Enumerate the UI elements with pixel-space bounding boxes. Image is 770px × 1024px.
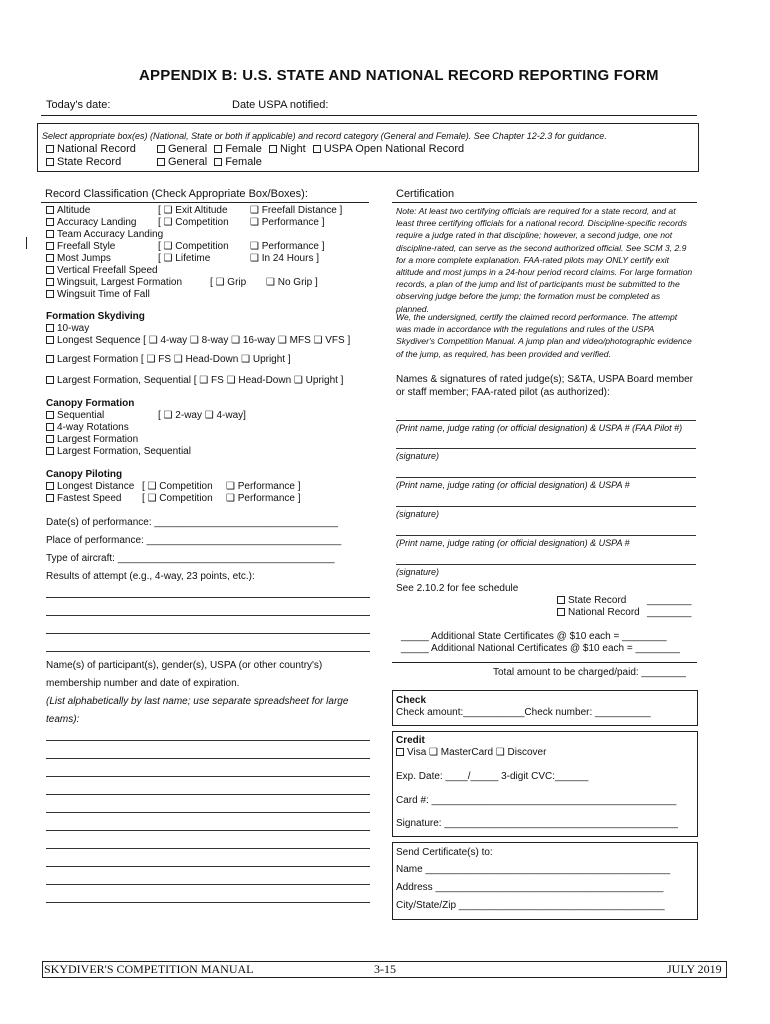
wingsuit-time-label: Wingsuit Time of Fall — [57, 289, 150, 300]
classification-heading: Record Classification (Check Appropriate Box/Boxes): — [45, 188, 308, 200]
results-label: Results of attempt (e.g., 4-way, 23 points, etc.): — [46, 571, 255, 582]
participant-line[interactable] — [46, 884, 370, 885]
formation-heading: Formation Skydiving — [46, 311, 145, 322]
cp-fastest-row — [46, 493, 121, 504]
altitude-opt2[interactable]: ❑ Freefall Distance ] — [250, 205, 343, 216]
longest-sequence-row — [46, 335, 350, 346]
wingsuit-formation-checkbox[interactable] — [46, 278, 54, 286]
largest-sequential-checkbox[interactable] — [46, 376, 54, 384]
ten-way-checkbox[interactable] — [46, 324, 54, 332]
certification-attest: We, the undersigned, certify the claimed record performance. The attempt was made in accordance with the regulations and rules of the USPA Skydiver's Competition Manual. A jump plan and video/photographic evidence of the jump, as required, has been provided and verified. — [396, 312, 692, 359]
uspa-open-label: USPA Open National Record — [323, 143, 465, 155]
judge1-print-caption: (Print name, judge rating (or official designation) & USPA # (FAA Pilot #) — [396, 423, 683, 433]
page-title: APPENDIX B: U.S. STATE AND NATIONAL RECORD REPORTING FORM — [139, 67, 659, 84]
national-female-label: Female — [225, 143, 262, 155]
most-jumps-opt1[interactable]: [ ❑ Lifetime — [158, 253, 211, 264]
fee-state-label: State Record — [568, 595, 627, 606]
accuracy-label: Accuracy Landing — [57, 217, 137, 228]
accuracy-opt1[interactable]: [ ❑ Competition — [158, 217, 229, 228]
type-of-aircraft-field[interactable]: Type of aircraft: _______________________________________ — [46, 553, 335, 564]
state-record-label: State Record — [57, 156, 122, 168]
participant-line[interactable] — [46, 830, 370, 831]
state-record-checkbox[interactable] — [46, 158, 54, 166]
cf-largest-seq-label: Largest Formation, Sequential — [57, 446, 191, 457]
national-general-checkbox[interactable] — [157, 145, 165, 153]
results-line[interactable] — [46, 633, 370, 634]
instructions-text: Select appropriate box(es) (National, State or both if applicable) and record category (General and Female). See Chapter 12-2.3 for guidance. — [42, 131, 607, 141]
altitude-row — [46, 205, 90, 216]
total-rule — [392, 662, 697, 663]
judge1-signature-line[interactable] — [396, 448, 696, 449]
visa-checkbox[interactable] — [396, 748, 404, 756]
team-accuracy-label: Team Accuracy Landing — [57, 229, 164, 240]
results-line[interactable] — [46, 597, 370, 598]
certification-heading: Certification — [396, 188, 455, 200]
participants-label-3: (List alphabetically by last name; use separate spreadsheet for large — [46, 696, 349, 707]
freefall-style-opt2[interactable]: ❑ Performance ] — [250, 241, 325, 252]
largest-formation-label: Largest Formation [ ❑ FS ❑ Head-Down ❑ Upright ] — [57, 354, 291, 365]
participant-line[interactable] — [46, 902, 370, 903]
cf-rotations-label: 4-way Rotations — [57, 422, 129, 433]
national-record-row — [46, 143, 136, 155]
participant-line[interactable] — [46, 776, 370, 777]
ten-way-row — [46, 323, 89, 334]
most-jumps-checkbox[interactable] — [46, 254, 54, 262]
largest-formation-checkbox[interactable] — [46, 355, 54, 363]
todays-date-label: Today's date: — [46, 99, 111, 111]
cf-sequential-label: Sequential — [57, 410, 105, 421]
team-accuracy-checkbox[interactable] — [46, 230, 54, 238]
judge3-print-caption: (Print name, judge rating (or official designation) & USPA # — [396, 538, 630, 548]
certification-note: Note: At least two certifying officials are required for a state record, and at least three certifying officials for a national record. Discipline-specific records require a judge rated in that discipline; however, a second judge, one not discipline-rated, can serve as the second authorized official. See SCM 3, 2.9 for a more complete explanation. FAA-rated pilots may ONLY certify exit altitude and most jumps in a 24-hour period record claims. For large formation records, a plan of the jump and list of participants must be submitted to the observing judge before the jump; the formation must be completed as planned. — [396, 206, 693, 314]
freefall-style-opt1[interactable]: [ ❑ Competition — [158, 241, 229, 252]
judge3-signature-line[interactable] — [396, 564, 696, 565]
vertical-speed-checkbox[interactable] — [46, 266, 54, 274]
participant-line[interactable] — [46, 794, 370, 795]
state-general-label: General — [168, 156, 208, 168]
fee-schedule-note: See 2.10.2 for fee schedule — [396, 583, 519, 594]
fee-national-label: National Record — [568, 607, 640, 618]
altitude-checkbox[interactable] — [46, 206, 54, 214]
wingsuit-formation-label: Wingsuit, Largest Formation — [57, 277, 183, 288]
place-of-performance-field[interactable]: Place of performance: ___________________________________ — [46, 535, 342, 546]
participants-label-1: Name(s) of participant(s), gender(s), USPA (or other country's) — [46, 660, 323, 671]
cp-longest-row — [46, 481, 134, 492]
cf-rotations-checkbox[interactable] — [46, 423, 54, 431]
check-heading: Check — [396, 695, 427, 706]
participant-line[interactable] — [46, 866, 370, 867]
margin-mark — [26, 237, 27, 249]
results-line[interactable] — [46, 615, 370, 616]
participant-line[interactable] — [46, 848, 370, 849]
freefall-style-checkbox[interactable] — [46, 242, 54, 250]
freefall-style-label: Freefall Style — [57, 241, 116, 252]
most-jumps-opt2[interactable]: ❑ In 24 Hours ] — [250, 253, 319, 264]
largest-sequential-row — [46, 375, 343, 386]
cf-largest-label: Largest Formation — [57, 434, 139, 445]
additional-national-certificates[interactable]: _____ Additional National Certificates @ $10 each = ________ — [401, 643, 680, 654]
most-jumps-row — [46, 253, 111, 264]
credit-cards-row — [396, 747, 546, 758]
judge2-name-line[interactable] — [396, 477, 696, 478]
cp-longest-label: Longest Distance — [57, 481, 135, 492]
longest-sequence-checkbox[interactable] — [46, 336, 54, 344]
exp-date-field[interactable]: Exp. Date: ____/_____ 3-digit CVC:______ — [396, 771, 589, 782]
cf-rotations-row — [46, 422, 129, 433]
largest-formation-row — [46, 354, 291, 365]
card-number-field[interactable]: Card #: ____________________________________________ — [396, 795, 677, 806]
cf-sequential-opts[interactable]: [ ❑ 2-way ❑ 4-way] — [158, 410, 246, 421]
certification-rule — [392, 202, 697, 203]
send-address-field[interactable]: Address _________________________________________ — [396, 882, 664, 893]
date-uspa-notified-label: Date USPA notified: — [232, 99, 329, 111]
results-line[interactable] — [46, 651, 370, 652]
national-female-checkbox[interactable] — [214, 145, 222, 153]
wingsuit-opt1[interactable]: [ ❑ Grip — [210, 277, 247, 288]
judge2-signature-caption: (signature) — [396, 509, 440, 519]
cf-largest-seq-row — [46, 446, 191, 457]
ten-way-label: 10-way — [57, 323, 90, 334]
cf-sequential-row — [46, 410, 104, 421]
fee-state-amount[interactable]: ________ — [647, 595, 692, 606]
judge3-signature-caption: (signature) — [396, 567, 440, 577]
wingsuit-formation-row — [46, 277, 182, 288]
cp-fastest-label: Fastest Speed — [57, 493, 122, 504]
cp-fastest-checkbox[interactable] — [46, 494, 54, 502]
accuracy-row — [46, 217, 137, 228]
participants-label-2: membership number and date of expiration. — [46, 678, 240, 689]
national-record-label: National Record — [57, 143, 136, 155]
send-heading: Send Certificate(s) to: — [396, 847, 493, 858]
cp-fastest-opt2[interactable]: ❑ Performance ] — [226, 493, 301, 504]
cp-longest-opt2[interactable]: ❑ Performance ] — [226, 481, 301, 492]
classification-rule — [41, 202, 369, 203]
cf-sequential-checkbox[interactable] — [46, 411, 54, 419]
participant-line[interactable] — [46, 758, 370, 759]
fee-state-checkbox[interactable] — [557, 596, 565, 604]
fee-national-checkbox[interactable] — [557, 608, 565, 616]
credit-signature-field[interactable]: Signature: __________________________________________ — [396, 818, 678, 829]
canopy-formation-heading: Canopy Formation — [46, 398, 135, 409]
send-name-field[interactable]: Name ____________________________________________ — [396, 864, 671, 875]
cp-fastest-opt1[interactable]: [ ❑ Competition — [142, 493, 213, 504]
fee-state-record — [557, 595, 626, 606]
credit-cards-label[interactable]: Visa ❑ MasterCard ❑ Discover — [407, 747, 547, 758]
longest-sequence-label: Longest Sequence [ ❑ 4-way ❑ 8-way ❑ 16-way ❑ MFS ❑ VFS ] — [57, 335, 351, 346]
freefall-style-row — [46, 241, 115, 252]
header-rule — [41, 115, 697, 116]
accuracy-opt2[interactable]: ❑ Performance ] — [250, 217, 325, 228]
additional-state-certificates[interactable]: _____ Additional State Certificates @ $10 each = ________ — [401, 631, 667, 642]
uspa-open-checkbox[interactable] — [313, 145, 321, 153]
judge2-print-caption: (Print name, judge rating (or official designation) & USPA # — [396, 480, 630, 490]
canopy-piloting-heading: Canopy Piloting — [46, 469, 123, 480]
most-jumps-label: Most Jumps — [57, 253, 111, 264]
credit-heading: Credit — [396, 735, 425, 746]
state-female-label: Female — [225, 156, 262, 168]
total-amount[interactable]: Total amount to be charged/paid: ________ — [493, 667, 686, 678]
altitude-opt1[interactable]: [ ❑ Exit Altitude — [158, 205, 228, 216]
send-city-field[interactable]: City/State/Zip _____________________________________ — [396, 900, 665, 911]
footer-page-number: 3-15 — [374, 962, 396, 976]
cp-longest-checkbox[interactable] — [46, 482, 54, 490]
cf-largest-row — [46, 434, 138, 445]
fee-national-amount[interactable]: ________ — [647, 607, 692, 618]
state-record-row — [46, 156, 121, 168]
footer-manual-title: SKYDIVER'S COMPETITION MANUAL — [44, 962, 254, 976]
footer-date: JULY 2019 — [667, 962, 722, 976]
national-night-checkbox[interactable] — [269, 145, 277, 153]
cf-largest-checkbox[interactable] — [46, 435, 54, 443]
check-amount-number[interactable]: Check amount:___________Check number: __________ — [396, 707, 651, 718]
national-record-checkbox[interactable] — [46, 145, 54, 153]
cf-largest-seq-checkbox[interactable] — [46, 447, 54, 455]
altitude-label: Altitude — [57, 205, 91, 216]
wingsuit-opt2[interactable]: ❑ No Grip ] — [266, 277, 318, 288]
national-general-label: General — [168, 143, 208, 155]
state-female-checkbox[interactable] — [214, 158, 222, 166]
national-options — [157, 143, 464, 155]
cp-longest-opt1[interactable]: [ ❑ Competition — [142, 481, 213, 492]
judge2-signature-line[interactable] — [396, 506, 696, 507]
judge1-name-line[interactable] — [396, 420, 696, 421]
participants-label-4: teams): — [46, 714, 80, 725]
vertical-speed-label: Vertical Freefall Speed — [57, 265, 158, 276]
accuracy-checkbox[interactable] — [46, 218, 54, 226]
dates-of-performance-field[interactable]: Date(s) of performance: _________________________________ — [46, 517, 338, 528]
judge3-name-line[interactable] — [396, 535, 696, 536]
national-night-label: Night — [279, 143, 306, 155]
team-accuracy-row — [46, 229, 163, 240]
participant-line[interactable] — [46, 740, 370, 741]
wingsuit-time-row — [46, 289, 150, 300]
state-options — [157, 156, 262, 168]
participant-line[interactable] — [46, 812, 370, 813]
vertical-speed-row — [46, 265, 158, 276]
wingsuit-time-checkbox[interactable] — [46, 290, 54, 298]
names-signatures-label: Names & signatures of rated judge(s); S&TA, USPA Board member or staff member; FAA-rated pilot (as authorized): — [396, 374, 693, 398]
largest-sequential-label: Largest Formation, Sequential [ ❑ FS ❑ Head-Down ❑ Upright ] — [57, 375, 344, 386]
state-general-checkbox[interactable] — [157, 158, 165, 166]
fee-national-record — [557, 607, 640, 618]
judge1-signature-caption: (signature) — [396, 451, 440, 461]
